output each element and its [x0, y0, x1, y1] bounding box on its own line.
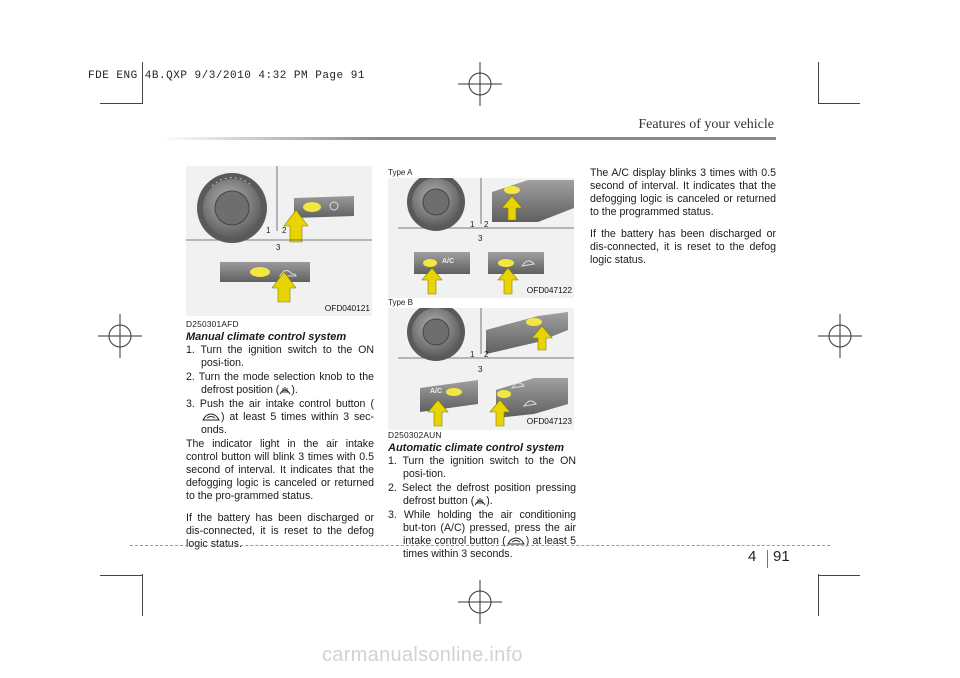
figure-code: OFD047122: [526, 285, 572, 295]
crop-mark: [100, 103, 142, 104]
step-3: 3. Push the air intake control button () at least 5 times within 3 sec-onds.: [186, 398, 374, 436]
figure-label-1: 1: [266, 226, 271, 235]
crop-mark: [818, 575, 860, 576]
defrost-icon: [474, 496, 486, 507]
page-number-value: 91: [773, 548, 790, 565]
crop-mark: [818, 574, 819, 616]
section-code: D250302AUN: [388, 430, 442, 440]
defrost-icon: [279, 385, 291, 396]
figure-label-3: 3: [478, 365, 483, 374]
section-subtitle: Manual climate control system: [186, 331, 347, 343]
page-number-divider: [767, 550, 768, 568]
figure-code: OFD040121: [324, 303, 370, 313]
column-notes: [590, 167, 776, 267]
step-1: 1. Turn the ignition switch to the ON posi-tion.: [186, 344, 374, 369]
figure-auto-climate-type-a: [388, 178, 574, 298]
registration-mark-left: [96, 312, 144, 360]
registration-mark-right: [816, 312, 864, 360]
figure-type-label: Type B: [388, 298, 413, 307]
section-code: D250301AFD: [186, 319, 239, 329]
chapter-number: 4: [748, 548, 757, 565]
registration-mark-bottom: [456, 578, 504, 626]
figure-label-3: 3: [478, 234, 483, 243]
header-rule: [160, 137, 776, 140]
step-3: 3. While holding the air conditioning but-ton (A/C) pressed, press the air intake control button ( ) at least 5 times within 3 seconds.: [388, 509, 576, 560]
page-number: [748, 548, 756, 565]
intake-button-panel: [488, 252, 544, 274]
crop-mark: [100, 575, 142, 576]
figure-auto-climate-type-b: [388, 308, 574, 430]
indicator-glow: [303, 202, 321, 212]
section-header-title: Features of your vehicle: [638, 117, 774, 132]
figure-code: OFD047123: [526, 416, 572, 426]
figure-label-1: 1: [470, 220, 475, 229]
figure-label-3: 3: [276, 243, 281, 252]
column-auto-climate: [388, 429, 576, 562]
registration-mark-top: [456, 60, 504, 108]
section-subtitle: Automatic climate control system: [388, 442, 565, 454]
print-slug: FDE ENG 4B.QXP 9/3/2010 4:32 PM Page 91: [88, 70, 365, 82]
watermark: carmanualsonline.info: [322, 644, 523, 666]
crop-mark: [818, 62, 819, 104]
figure-label-2: 2: [484, 350, 489, 359]
ac-button-label: A/C: [442, 258, 455, 265]
column-manual-climate: [186, 318, 374, 551]
crop-mark: [818, 103, 860, 104]
crop-mark: [142, 62, 143, 104]
step-1: 1. Turn the ignition switch to the ON posi-tion.: [388, 455, 576, 480]
step-2: 2. Turn the mode selection knob to the defrost position ( ).: [186, 371, 374, 396]
figure-type-label: Type A: [388, 168, 413, 177]
footer-dashed-rule: [130, 545, 830, 546]
step-2: 2. Select the defrost position pressing defrost button ( ).: [388, 482, 576, 507]
paragraph: The indicator light in the air intake control button will blink 3 times with 0.5 second of interval. It indicates that the defogging logic is canceled or returned to the pro-grammed status.: [186, 438, 374, 502]
air-intake-icon: [201, 412, 221, 422]
figure-manual-climate: [186, 166, 372, 316]
figure-label-1: 1: [470, 350, 475, 359]
paragraph: If the battery has been discharged or dis-connected, it is reset to the defog logic status.: [186, 512, 374, 550]
figure-label-2: 2: [282, 226, 287, 235]
paragraph: The A/C display blinks 3 times with 0.5 second of interval. It indicates that the defogging logic is canceled or returned to the programmed status.: [590, 167, 776, 218]
ac-button-label: A/C: [430, 388, 443, 395]
paragraph: If the battery has been discharged or dis-connected, it is reset to the defog logic status.: [590, 228, 776, 266]
crop-mark: [142, 574, 143, 616]
figure-label-2: 2: [484, 220, 489, 229]
